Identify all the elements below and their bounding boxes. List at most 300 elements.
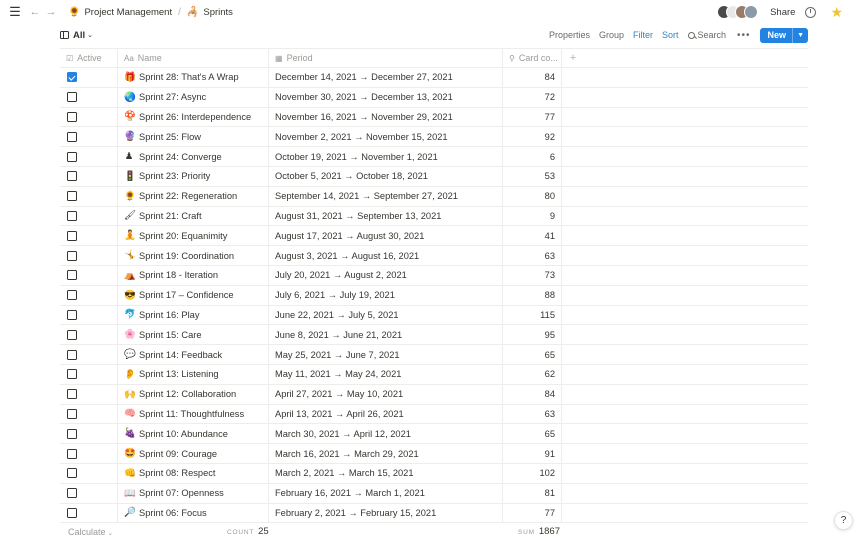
card-count-cell[interactable] xyxy=(503,187,562,206)
active-cell xyxy=(60,108,118,127)
table-row[interactable] xyxy=(60,226,808,246)
favorite-star-icon[interactable]: ★ xyxy=(830,3,843,20)
card-count-value: 115 xyxy=(540,309,555,320)
empty-cell xyxy=(562,266,584,285)
active-checkbox[interactable] xyxy=(67,270,77,280)
name-cell[interactable] xyxy=(118,286,269,305)
text-property-icon: Aa xyxy=(124,53,134,63)
period-cell[interactable] xyxy=(269,444,503,463)
calculate-button[interactable] xyxy=(68,527,113,537)
card-count-cell[interactable] xyxy=(503,424,562,443)
active-checkbox[interactable] xyxy=(67,409,77,419)
view-tab-label: All xyxy=(73,29,86,41)
sprint-emoji-icon: 👊 xyxy=(124,467,136,479)
period-cell[interactable] xyxy=(269,385,503,404)
sprint-period: June 8, 2021 → June 21, 2021 xyxy=(275,329,403,340)
properties-button[interactable]: Properties xyxy=(548,30,590,40)
empty-cell xyxy=(562,444,584,463)
table-row[interactable] xyxy=(60,405,808,425)
rollup-search-icon: ⚲ xyxy=(509,53,515,63)
card-count-value: 73 xyxy=(544,270,555,281)
sprint-period: July 20, 2021 → August 2, 2021 xyxy=(275,270,407,281)
active-checkbox[interactable] xyxy=(67,152,77,162)
card-count-cell[interactable] xyxy=(503,504,562,523)
empty-cell xyxy=(562,127,584,146)
page-emoji-icon: 🦂 xyxy=(186,6,200,18)
sprint-name: Sprint 28: That's A Wrap xyxy=(139,72,239,83)
sum-summary[interactable] xyxy=(518,526,560,537)
card-count-value: 41 xyxy=(544,230,555,241)
breadcrumb-workspace[interactable]: Project Management xyxy=(84,6,173,18)
table-footer xyxy=(60,523,808,540)
empty-cell xyxy=(562,226,584,245)
empty-cell xyxy=(562,147,584,166)
sprint-emoji-icon: 🤩 xyxy=(124,448,136,460)
sprint-name: Sprint 07: Openness xyxy=(139,488,224,499)
table-row[interactable] xyxy=(60,207,808,227)
card-count-cell[interactable] xyxy=(503,444,562,463)
sprint-period: November 2, 2021 → November 15, 2021 xyxy=(275,131,448,142)
period-cell[interactable] xyxy=(269,365,503,384)
sprint-name: Sprint 26: Interdependence xyxy=(139,111,252,122)
table-row[interactable] xyxy=(60,306,808,326)
card-count-value: 77 xyxy=(544,507,555,518)
active-cell xyxy=(60,365,118,384)
period-cell[interactable] xyxy=(269,325,503,344)
name-cell[interactable] xyxy=(118,127,269,146)
empty-cell xyxy=(562,246,584,265)
period-cell[interactable] xyxy=(269,286,503,305)
column-header-active[interactable] xyxy=(60,49,118,67)
card-count-cell[interactable] xyxy=(503,207,562,226)
count-summary[interactable] xyxy=(227,526,269,537)
card-count-cell[interactable] xyxy=(503,108,562,127)
name-cell[interactable] xyxy=(118,187,269,206)
sprint-emoji-icon: 👂 xyxy=(124,368,136,380)
card-count-value: 88 xyxy=(544,290,555,301)
sprint-period: July 6, 2021 → July 19, 2021 xyxy=(275,290,395,301)
sprints-table xyxy=(60,48,808,523)
sprint-emoji-icon: 🍇 xyxy=(124,428,136,440)
active-cell xyxy=(60,286,118,305)
column-header-period[interactable] xyxy=(269,49,503,67)
sprint-emoji-icon: 🔎 xyxy=(124,507,136,519)
count-label: COUNT xyxy=(227,529,255,536)
name-cell[interactable] xyxy=(118,484,269,503)
empty-cell xyxy=(562,405,584,424)
active-cell xyxy=(60,484,118,503)
card-count-value: 80 xyxy=(544,191,555,202)
period-cell[interactable] xyxy=(269,207,503,226)
menu-icon[interactable]: ☰ xyxy=(9,4,21,19)
period-cell[interactable] xyxy=(269,266,503,285)
card-count-cell[interactable] xyxy=(503,68,562,87)
card-count-cell[interactable] xyxy=(503,127,562,146)
active-checkbox[interactable] xyxy=(67,92,77,102)
sprint-name: Sprint 11: Thoughtfulness xyxy=(139,408,245,419)
card-count-value: 62 xyxy=(544,369,555,380)
sprint-period: April 13, 2021 → April 26, 2021 xyxy=(275,408,404,419)
active-cell xyxy=(60,88,118,107)
name-cell[interactable] xyxy=(118,365,269,384)
card-count-value: 102 xyxy=(539,468,555,479)
table-row[interactable] xyxy=(60,266,808,286)
name-cell[interactable] xyxy=(118,226,269,245)
name-cell[interactable] xyxy=(118,424,269,443)
help-button[interactable]: ? xyxy=(834,511,853,530)
empty-cell xyxy=(562,108,584,127)
name-cell[interactable] xyxy=(118,88,269,107)
sprint-period: August 31, 2021 → September 13, 2021 xyxy=(275,210,442,221)
empty-cell xyxy=(562,325,584,344)
period-cell[interactable] xyxy=(269,127,503,146)
card-count-cell[interactable] xyxy=(503,246,562,265)
active-checkbox[interactable] xyxy=(67,191,77,201)
card-count-value: 63 xyxy=(544,408,555,419)
active-cell xyxy=(60,345,118,364)
name-cell[interactable] xyxy=(118,405,269,424)
column-header-period-label: Period xyxy=(286,53,313,63)
count-value: 25 xyxy=(258,526,269,537)
chevron-down-icon: ⌄ xyxy=(107,529,113,537)
name-cell[interactable] xyxy=(118,207,269,226)
more-options-icon[interactable]: ••• xyxy=(737,29,751,41)
sprint-emoji-icon: 🚦 xyxy=(124,170,136,182)
sprint-period: September 14, 2021 → September 27, 2021 xyxy=(275,191,458,202)
card-count-cell[interactable] xyxy=(503,345,562,364)
sprint-period: February 16, 2021 → March 1, 2021 xyxy=(275,488,425,499)
period-cell[interactable] xyxy=(269,405,503,424)
sprint-emoji-icon: 🐬 xyxy=(124,309,136,321)
sprint-emoji-icon: 🌏 xyxy=(124,91,136,103)
new-dropdown-chevron-icon[interactable]: ▼ xyxy=(792,28,808,43)
card-count-value: 92 xyxy=(544,131,555,142)
card-count-cell[interactable] xyxy=(503,266,562,285)
active-checkbox[interactable] xyxy=(67,132,77,142)
empty-cell xyxy=(562,464,584,483)
sprint-name: Sprint 22: Regeneration xyxy=(139,191,238,202)
active-checkbox[interactable] xyxy=(67,389,77,399)
sprint-emoji-icon: 🧘 xyxy=(124,230,136,242)
column-header-card-count-label: Card co... xyxy=(518,53,558,63)
table-row[interactable] xyxy=(60,246,808,266)
card-count-value: 63 xyxy=(544,250,555,261)
collaborator-avatars[interactable] xyxy=(722,5,758,19)
workspace-emoji-icon: 🌻 xyxy=(68,6,81,18)
active-cell xyxy=(60,266,118,285)
empty-cell xyxy=(562,345,584,364)
empty-cell xyxy=(562,167,584,186)
table-row[interactable] xyxy=(60,286,808,306)
avatar[interactable] xyxy=(744,5,758,19)
empty-cell xyxy=(562,306,584,325)
sprint-name: Sprint 12: Collaboration xyxy=(139,389,237,400)
name-cell[interactable] xyxy=(118,108,269,127)
active-cell xyxy=(60,424,118,443)
card-count-cell[interactable] xyxy=(503,88,562,107)
sprint-name: Sprint 06: Focus xyxy=(139,507,207,518)
table-header xyxy=(60,48,808,68)
sprint-period: October 5, 2021 → October 18, 2021 xyxy=(275,171,428,182)
sprint-emoji-icon: 🎁 xyxy=(124,71,136,83)
active-cell xyxy=(60,405,118,424)
table-body xyxy=(60,68,808,523)
sprint-emoji-icon: 🧠 xyxy=(124,408,136,420)
card-count-value: 95 xyxy=(544,329,555,340)
sum-value: 1867 xyxy=(538,526,560,537)
table-row[interactable] xyxy=(60,464,808,484)
active-cell xyxy=(60,306,118,325)
period-cell[interactable] xyxy=(269,306,503,325)
active-checkbox[interactable] xyxy=(67,251,77,261)
name-cell[interactable] xyxy=(118,345,269,364)
card-count-value: 77 xyxy=(544,111,555,122)
sprint-name: Sprint 15: Care xyxy=(139,329,202,340)
card-count-cell[interactable] xyxy=(503,325,562,344)
sprint-name: Sprint 18 - Iteration xyxy=(139,270,219,281)
active-checkbox[interactable] xyxy=(67,429,77,439)
active-checkbox[interactable] xyxy=(67,369,77,379)
active-checkbox[interactable] xyxy=(67,290,77,300)
active-checkbox[interactable] xyxy=(67,508,77,518)
active-checkbox[interactable] xyxy=(67,211,77,221)
period-cell[interactable] xyxy=(269,424,503,443)
sprint-name: Sprint 21: Craft xyxy=(139,210,202,221)
card-count-cell[interactable] xyxy=(503,464,562,483)
new-button-label: New xyxy=(767,30,787,40)
table-row[interactable] xyxy=(60,484,808,504)
search-button[interactable] xyxy=(688,30,727,40)
view-bar xyxy=(60,26,808,44)
sprint-emoji-icon: 🔮 xyxy=(124,131,136,143)
sprint-period: May 25, 2021 → June 7, 2021 xyxy=(275,349,400,360)
card-count-value: 9 xyxy=(549,210,555,221)
card-count-cell[interactable] xyxy=(503,385,562,404)
sort-button[interactable]: Sort xyxy=(661,30,679,40)
active-cell xyxy=(60,147,118,166)
active-cell xyxy=(60,504,118,523)
table-row[interactable] xyxy=(60,147,808,167)
active-cell xyxy=(60,246,118,265)
name-cell[interactable] xyxy=(118,167,269,186)
sprint-name: Sprint 10: Abundance xyxy=(139,428,228,439)
sprint-emoji-icon: 💬 xyxy=(124,349,136,361)
period-cell[interactable] xyxy=(269,484,503,503)
empty-cell xyxy=(562,504,584,523)
table-row[interactable] xyxy=(60,385,808,405)
card-count-cell[interactable] xyxy=(503,286,562,305)
card-count-cell[interactable] xyxy=(503,147,562,166)
sprint-period: November 30, 2021 → December 13, 2021 xyxy=(275,92,453,103)
active-checkbox[interactable] xyxy=(67,468,77,478)
card-count-cell[interactable] xyxy=(503,226,562,245)
name-cell[interactable] xyxy=(118,504,269,523)
empty-cell xyxy=(562,424,584,443)
name-cell[interactable] xyxy=(118,266,269,285)
sprint-name: Sprint 23: Priority xyxy=(139,171,211,182)
card-count-value: 81 xyxy=(544,488,555,499)
view-tab-all[interactable] xyxy=(60,30,93,41)
empty-cell xyxy=(562,187,584,206)
sprint-emoji-icon: 🌻 xyxy=(124,190,136,202)
search-label: Search xyxy=(697,30,727,40)
table-row[interactable] xyxy=(60,504,808,524)
active-checkbox[interactable] xyxy=(67,310,77,320)
active-cell xyxy=(60,325,118,344)
sprint-name: Sprint 27: Async xyxy=(139,92,207,103)
period-cell[interactable] xyxy=(269,187,503,206)
active-checkbox[interactable] xyxy=(67,171,77,181)
name-cell[interactable] xyxy=(118,306,269,325)
card-count-value: 84 xyxy=(544,389,555,400)
sprint-period: August 3, 2021 → August 16, 2021 xyxy=(275,250,420,261)
filter-button[interactable]: Filter xyxy=(632,30,653,40)
table-row[interactable] xyxy=(60,424,808,444)
period-cell[interactable] xyxy=(269,147,503,166)
card-count-value: 91 xyxy=(544,448,555,459)
period-cell[interactable] xyxy=(269,504,503,523)
table-row[interactable] xyxy=(60,187,808,207)
sprint-period: April 27, 2021 → May 10, 2021 xyxy=(275,389,404,400)
card-count-value: 65 xyxy=(544,349,555,360)
card-count-cell[interactable] xyxy=(503,167,562,186)
active-cell xyxy=(60,207,118,226)
sprint-name: Sprint 24: Converge xyxy=(139,151,222,162)
sprint-period: March 2, 2021 → March 15, 2021 xyxy=(275,468,414,479)
sprint-period: May 11, 2021 → May 24, 2021 xyxy=(275,369,402,380)
empty-cell xyxy=(562,68,584,87)
column-header-card-count[interactable] xyxy=(503,49,562,67)
sprint-period: February 2, 2021 → February 15, 2021 xyxy=(275,507,437,518)
period-cell[interactable] xyxy=(269,345,503,364)
add-property-button[interactable]: + xyxy=(569,52,577,64)
card-count-value: 65 xyxy=(544,428,555,439)
breadcrumb-separator: / xyxy=(178,6,181,18)
active-cell xyxy=(60,127,118,146)
period-cell[interactable] xyxy=(269,246,503,265)
sprint-name: Sprint 20: Equanimity xyxy=(139,230,228,241)
forward-arrow-icon[interactable]: → xyxy=(45,6,57,18)
period-cell[interactable] xyxy=(269,167,503,186)
name-cell[interactable] xyxy=(118,464,269,483)
group-button[interactable]: Group xyxy=(598,30,624,40)
back-arrow-icon[interactable]: ← xyxy=(29,6,41,18)
active-cell xyxy=(60,187,118,206)
card-count-cell[interactable] xyxy=(503,306,562,325)
sprint-emoji-icon: ♟ xyxy=(124,151,134,163)
table-row[interactable] xyxy=(60,167,808,187)
card-count-cell[interactable] xyxy=(503,484,562,503)
period-cell[interactable] xyxy=(269,108,503,127)
sprint-period: August 17, 2021 → August 30, 2021 xyxy=(275,230,425,241)
name-cell[interactable] xyxy=(118,325,269,344)
empty-cell xyxy=(562,365,584,384)
active-checkbox[interactable] xyxy=(67,449,77,459)
checkbox-property-icon: ☑ xyxy=(66,53,74,63)
name-cell[interactable] xyxy=(118,444,269,463)
active-checkbox[interactable] xyxy=(67,72,77,82)
active-checkbox[interactable] xyxy=(67,488,77,498)
sprint-period: November 16, 2021 → November 29, 2021 xyxy=(275,111,453,122)
search-icon xyxy=(688,32,695,39)
sprint-period: December 14, 2021 → December 27, 2021 xyxy=(275,72,453,83)
calendar-property-icon: ▦ xyxy=(275,53,283,63)
sprint-name: Sprint 17 – Confidence xyxy=(139,290,234,301)
sprint-name: Sprint 25: Flow xyxy=(139,131,202,142)
empty-cell xyxy=(562,286,584,305)
updates-clock-icon[interactable] xyxy=(805,7,816,18)
top-right-actions xyxy=(722,0,864,24)
sprint-name: Sprint 19: Coordination xyxy=(139,250,235,261)
name-cell[interactable] xyxy=(118,68,269,87)
card-count-cell[interactable] xyxy=(503,405,562,424)
card-count-value: 72 xyxy=(544,92,555,103)
chevron-down-icon: ⌄ xyxy=(87,32,94,39)
breadcrumb-page[interactable]: Sprints xyxy=(203,6,233,18)
sprint-name: Sprint 13: Listening xyxy=(139,369,219,380)
period-cell[interactable] xyxy=(269,226,503,245)
active-cell xyxy=(60,167,118,186)
active-checkbox[interactable] xyxy=(67,231,77,241)
empty-cell xyxy=(562,88,584,107)
table-row[interactable] xyxy=(60,68,808,88)
sprint-name: Sprint 14: Feedback xyxy=(139,349,223,360)
active-cell xyxy=(60,385,118,404)
table-row[interactable] xyxy=(60,88,808,108)
new-button[interactable] xyxy=(760,28,808,43)
active-cell xyxy=(60,444,118,463)
card-count-cell[interactable] xyxy=(503,365,562,384)
sprint-period: March 16, 2021 → March 29, 2021 xyxy=(275,448,419,459)
sprint-period: March 30, 2021 → April 12, 2021 xyxy=(275,428,411,439)
active-checkbox[interactable] xyxy=(67,330,77,340)
sprint-name: Sprint 08: Respect xyxy=(139,468,216,479)
sprint-emoji-icon: ⛺ xyxy=(124,269,136,281)
sprint-period: June 22, 2021 → July 5, 2021 xyxy=(275,309,399,320)
active-cell xyxy=(60,464,118,483)
sprint-emoji-icon: 🖌 xyxy=(124,210,137,222)
table-row[interactable] xyxy=(60,325,808,345)
name-cell[interactable] xyxy=(118,147,269,166)
column-header-name-label: Name xyxy=(137,53,162,63)
card-count-value: 84 xyxy=(544,72,555,83)
sum-label: SUM xyxy=(518,529,535,536)
table-view-icon xyxy=(60,31,69,39)
table-row[interactable] xyxy=(60,127,808,147)
name-cell[interactable] xyxy=(118,385,269,404)
share-button[interactable]: Share xyxy=(770,6,796,18)
period-cell[interactable] xyxy=(269,88,503,107)
sprint-emoji-icon: 🍄 xyxy=(124,111,136,123)
active-checkbox[interactable] xyxy=(67,112,77,122)
sprint-name: Sprint 09: Courage xyxy=(139,448,218,459)
breadcrumb xyxy=(68,7,233,18)
name-cell[interactable] xyxy=(118,246,269,265)
active-checkbox[interactable] xyxy=(67,350,77,360)
active-cell xyxy=(60,226,118,245)
period-cell[interactable] xyxy=(269,464,503,483)
column-header-name[interactable] xyxy=(118,49,269,67)
period-cell[interactable] xyxy=(269,68,503,87)
sprint-emoji-icon: 🤸 xyxy=(124,250,136,262)
card-count-value: 53 xyxy=(544,171,555,182)
table-row[interactable] xyxy=(60,365,808,385)
empty-cell xyxy=(562,385,584,404)
sprint-emoji-icon: 🙌 xyxy=(124,388,136,400)
table-row[interactable] xyxy=(60,108,808,128)
table-row[interactable] xyxy=(60,444,808,464)
table-row[interactable] xyxy=(60,345,808,365)
